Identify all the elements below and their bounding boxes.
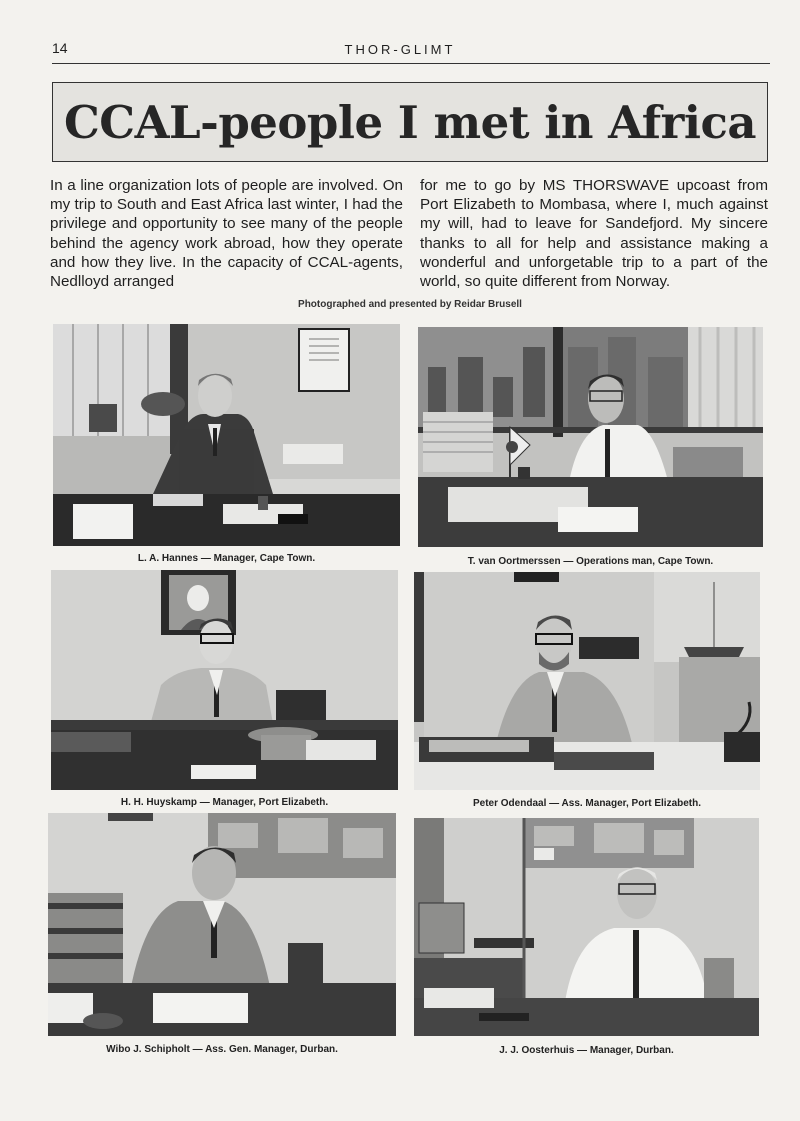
running-head: THOR-GLIMT <box>344 42 456 57</box>
photo-van-oortmerssen-image <box>418 327 763 547</box>
photo-huyskamp-image <box>51 570 398 790</box>
photo-hannes <box>53 324 400 546</box>
intro-paragraph-1: In a line organization lots of people are involved. On my trip to South and East Africa last winter, I had the privilege and opportunity to see many of the people behind the agency work abroad, how they operate and how they live. In the capacity of CCAL-agents, Nedlloyd arranged <box>50 177 403 291</box>
photo-van-oortmerssen <box>418 327 763 547</box>
photo-hannes-image <box>53 324 400 546</box>
caption-odendaal: Peter Odendaal — Ass. Manager, Port Elizabeth. <box>472 798 702 809</box>
photo-oosterhuis <box>414 818 759 1036</box>
article-title: CCAL-people I met in Africa <box>63 95 757 149</box>
title-box <box>52 82 768 162</box>
photo-oosterhuis-image <box>414 818 759 1036</box>
header-rule <box>52 63 770 64</box>
page-number: 14 <box>52 40 68 56</box>
photo-schipholt <box>48 813 396 1036</box>
photo-huyskamp <box>51 570 398 790</box>
photo-schipholt-image <box>48 813 396 1036</box>
photo-credit: Photographed and presented by Reidar Brusell <box>298 299 522 310</box>
intro-paragraph-2: for me to go by MS THORSWAVE upcoast from Port Elizabeth to Mombasa, where I, much against my will, had to leave for Sandefjord. My sincere thanks to all for help and assistance making a wonderful and unforgetable trip to a part of the world, so quite different from Norway. <box>420 177 768 291</box>
caption-huyskamp: H. H. Huyskamp — Manager, Port Elizabeth. <box>120 797 329 808</box>
caption-schipholt: Wibo J. Schipholt — Ass. Gen. Manager, Durban. <box>106 1044 338 1055</box>
intro-column-2 <box>420 176 768 291</box>
intro-column-1 <box>50 176 403 291</box>
caption-hannes: L. A. Hannes — Manager, Cape Town. <box>137 553 316 564</box>
caption-oosterhuis: J. J. Oosterhuis — Manager, Durban. <box>499 1045 674 1056</box>
photo-odendaal <box>414 572 760 790</box>
caption-van-oortmerssen: T. van Oortmerssen — Operations man, Cape Town. <box>467 556 714 567</box>
photo-odendaal-image <box>414 572 760 790</box>
